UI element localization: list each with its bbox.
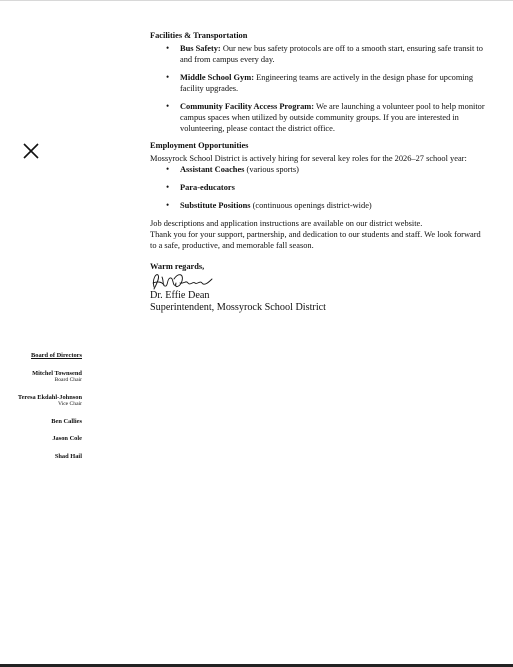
list-item: • Community Facility Access Program: We are launching a volunteer pool to help monitor campus spaces when utilized by outside community groups. If you are interested in volunteering, please contact the district office.: [180, 101, 485, 134]
list-item: • Middle School Gym: Engineering teams are actively in the design phase for upcoming facility upgrades.: [180, 72, 485, 94]
signer-title: Superintendent, Mossyrock School District: [150, 302, 326, 313]
signer-name: Dr. Effie Dean: [150, 290, 210, 301]
employment-note: Job descriptions and application instructions are available on our district website.: [150, 219, 423, 228]
signoff: Warm regards,: [150, 262, 205, 271]
board-heading: Board of Directors: [31, 352, 82, 359]
list-item: • Assistant Coaches (various sports): [180, 164, 485, 175]
facilities-heading: Facilities & Transportation: [150, 31, 248, 40]
board-member: Mitchel Townsend Board Chair: [32, 369, 82, 383]
employment-list: [150, 164, 485, 211]
board-member: Ben Callies: [51, 417, 82, 425]
letter-content: [150, 30, 485, 314]
page-top-border: [0, 0, 513, 1]
board-member: Jason Cole: [52, 435, 82, 442]
board-of-directors: [18, 352, 82, 470]
thanks-paragraph: Thank you for your support, partnership, and dedication to our students and staff. We look forward to a safe, productive, and memorable fall season.: [150, 230, 481, 250]
close-icon[interactable]: [22, 142, 40, 160]
handwritten-signature: [150, 269, 485, 295]
list-item: • Para-educators: [180, 182, 485, 193]
list-item: • Substitute Positions (continuous openings district-wide): [180, 200, 485, 211]
board-member: Teresa Ekdahl-Johnson Vice Chair: [17, 393, 82, 407]
list-item: • Bus Safety: Our new bus safety protocols are off to a smooth start, ensuring safe transit to and from campus every day.: [180, 43, 485, 65]
employment-intro: Mossyrock School District is actively hiring for several key roles for the 2026–27 school year:: [150, 154, 467, 163]
employment-heading: Employment Opportunities: [150, 141, 249, 150]
board-member: Shad Hail: [54, 452, 82, 460]
facilities-list: [150, 43, 485, 134]
